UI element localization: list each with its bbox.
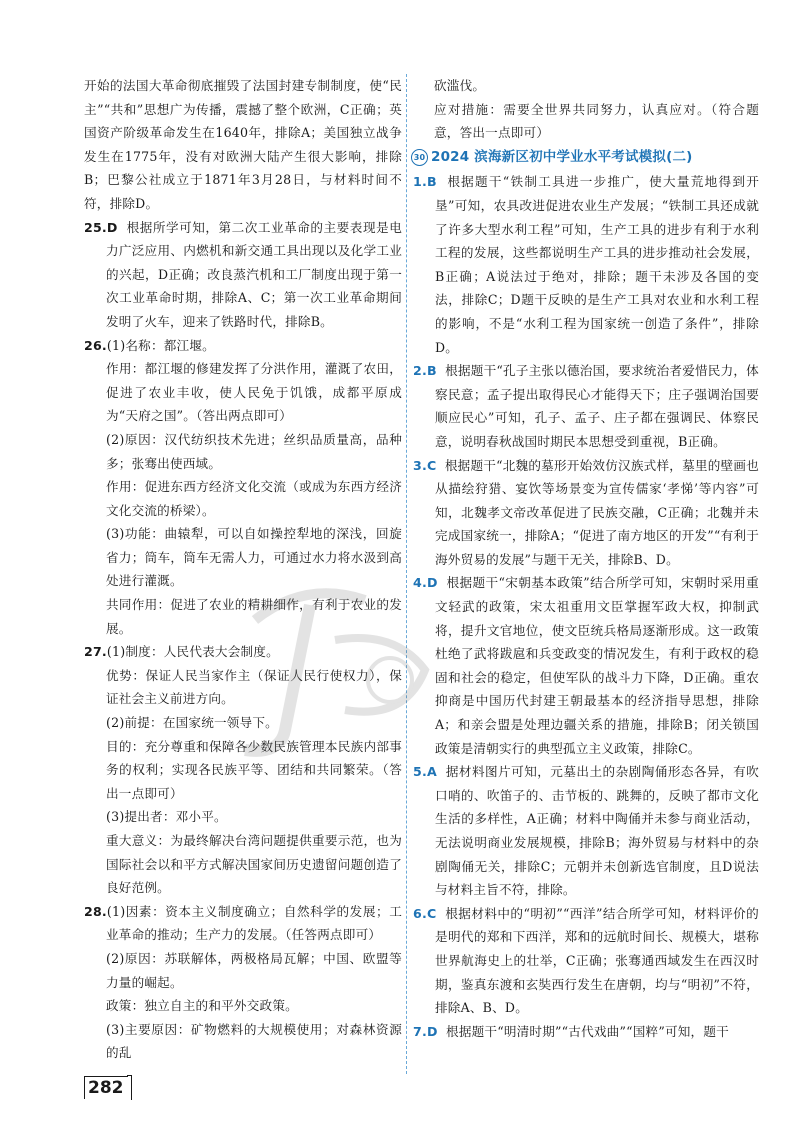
question-number: 26. xyxy=(84,337,107,353)
answer-27 xyxy=(84,640,402,664)
answer-subpart: 政策：独立自主的和平外交政策。 xyxy=(106,998,298,1014)
answer-subpart: (3)主要原因：矿物燃料的大规模使用；对森林资源的乱 xyxy=(106,1021,402,1061)
answer-subpart: 目的：充分尊重和保障各少数民族管理本民族内部事务的权利；实现各民族平等、团结和共同繁荣。（答出一点即可） xyxy=(106,738,402,801)
answer-subpart: 作用：都江堰的修建发挥了分洪作用，灌溉了农田，促进了农业丰收，使人民免于饥饿，成都平原成为“天府之国”。（答出两点即可） xyxy=(106,361,402,424)
question-number: 28. xyxy=(84,903,107,919)
question-number: 3.C xyxy=(413,457,437,473)
answer-subpart: (3)功能：曲辕犁，可以自如操控犁地的深浅，回旋省力；筒车，筒车无需人力，可通过水力将水汲到高处进行灌溉。 xyxy=(106,526,402,589)
answer-text: (1)因素：资本主义制度确立；自然科学的发展；工业革命的推动；生产力的发展。（任答两点即可） xyxy=(106,903,402,943)
answer-text: 根据题干“北魏的墓形开始效仿汉族式样，墓里的壁画也从描绘狩猎、宴饮等场景变为宣传儒家‘孝悌’等内容”可知，北魏孝文帝改革促进了民族交融，C正确；北魏并未完成国家统一，排除A；“促进了南方地区的开发”“有利于海外贸易的发展”与题干无关，排除B、D。 xyxy=(435,457,759,567)
answer-text: 根据题干“孔子主张以德治国，要求统治者爱惜民力，体察民意；孟子提出取得民心才能得天下；庄子强调治国要顺应民心”可知，孔子、孟子、庄子都在强调民、体察民意，说明春秋战国时期民本思想受到重视，B正确。 xyxy=(435,363,759,449)
answer-3 xyxy=(413,454,759,572)
answer-26 xyxy=(84,334,402,358)
question-number: 4.D xyxy=(413,575,438,591)
answer-subpart: 优势：保证人民当家作主（保证人民行使权力），保证社会主义前进方向。 xyxy=(106,667,402,707)
answer-subpart: 共同作用：促进了农业的精耕细作，有利于农业的发展。 xyxy=(106,597,402,636)
answer-25 xyxy=(84,216,402,334)
answer-4 xyxy=(413,571,759,760)
question-number: 7.D xyxy=(413,1023,438,1039)
answer-paragraph: 开始的法国大革命彻底摧毁了法国封建专制制度，使“民主”“共和”思想广为传播，震撼了整个欧洲，C正确；英国资产阶级革命发生在1640年，排除A；美国独立战争发生在1775年，没有对欧洲大陆产生很大影响，排除B；巴黎公社成立于1871年3月28日，与材料时间不符，排除D。 xyxy=(84,78,402,211)
answer-subpart: (2)原因：苏联解体，两极格局瓦解；中国、欧盟等力量的崛起。 xyxy=(106,950,402,990)
right-column xyxy=(413,74,759,1043)
answer-subpart: 砍滥伐。 xyxy=(434,78,486,93)
answer-5 xyxy=(413,760,759,902)
answer-2 xyxy=(413,359,759,453)
answer-subpart: 作用：促进东西方经济文化交流（或成为东西方经济文化交流的桥梁）。 xyxy=(106,479,402,518)
page-number: 282 xyxy=(84,1076,128,1099)
section-title-text: 2024 滨海新区初中学业水平考试模拟(二) xyxy=(431,148,693,165)
answer-text: (1)名称：都江堰。 xyxy=(106,337,215,353)
answer-1 xyxy=(413,170,759,359)
question-number: 27. xyxy=(84,644,107,660)
answer-subpart: (2)原因：汉代纺织技术先进；丝织品质量高，品种多；张骞出使西域。 xyxy=(106,431,402,471)
answer-text: 根据题干“宋朝基本政策”结合所学可知，宋朝时采用重文轻武的政策，宋太祖重用文臣掌握军政大权，抑制武将，提升文官地位，使文臣统兵格局逐渐形成。这一政策杜绝了武将跋扈和兵变政变的情况发生，有利于政权的稳固和社会的稳定，但使军队的战斗力下降，D正确。重农抑商是中国历代封建王朝最基本的经济指导思想，排除A；和亲会盟是处理边疆关系的措施，排除B；闭关锁国政策是清朝实行的典型孤立主义政策，排除C。 xyxy=(435,575,759,756)
answer-text: 根据材料中的“明初”“西洋”结合所学可知，材料评价的是明代的郑和下西洋，郑和的远航时间长、规模大，堪称世界航海史上的壮举，C正确；张骞通西域发生在西汉时期，鉴真东渡和玄奘西行发生在唐朝，均与“明初”不符，排除A、B、D。 xyxy=(435,905,759,1016)
answer-subpart: (3)提出者：邓小平。 xyxy=(106,809,227,825)
answer-subpart: (2)前提：在国家统一领导下。 xyxy=(106,715,278,731)
answer-6 xyxy=(413,902,759,1020)
answer-subpart: 重大意义：为最终解决台湾问题提供重要示范，也为国际社会以和平方式解决国家间历史遗留问题创造了良好范例。 xyxy=(106,833,402,896)
answer-28 xyxy=(84,900,402,947)
answer-text: 根据所学可知，第二次工业革命的主要表现是电力广泛应用、内燃机和新交通工具出现以及化学工业的兴起，D正确；改良蒸汽机和工厂制度出现于第一次工业革命时期，排除A、C；第一次工业革命期间发明了火车，迎来了铁路时代，排除B。 xyxy=(106,219,402,329)
question-number: 6.C xyxy=(413,905,437,921)
answer-text: (1)制度：人民代表大会制度。 xyxy=(106,644,279,660)
answer-7 xyxy=(413,1020,759,1044)
question-number: 25.D xyxy=(84,219,118,235)
column-divider xyxy=(406,74,407,1074)
section-title xyxy=(411,146,759,170)
left-column xyxy=(84,74,402,1065)
answer-text: 根据题干“明清时期”“古代戏曲”“国粹”可知，题干 xyxy=(446,1023,729,1039)
question-number: 2.B xyxy=(413,363,437,379)
question-number: 1.B xyxy=(413,174,437,190)
answer-subpart: 应对措施：需要全世界共同努力，认真应对。（符合题意，答出一点即可） xyxy=(434,101,759,141)
section-number-badge: 30 xyxy=(411,149,428,166)
answer-text: 据材料图片可知，元墓出土的杂剧陶俑形态各异，有吹口哨的、吹笛子的、击节板的、跳舞的，反映了都市文化生活的多样性，A正确；材料中陶俑并未参与商业活动，无法说明商业发展规模，排除B；海外贸易与材料中的杂剧陶俑无关，排除C；元朝并未创新选官制度，且D说法与材料主旨不符，排除。 xyxy=(435,764,759,898)
question-number: 5.A xyxy=(413,764,437,780)
answer-text: 根据题干“铁制工具进一步推广，使大量荒地得到开垦”可知，农具改进促进农业生产发展；“铁制工具还成就了许多大型水利工程”可知，生产工具的进步有利于水利工程的发展，这些都说明生产工具的进步推动社会发展，B正确；A说法过于绝对，排除；题干未涉及各国的变法，排除C；D题干反映的是生产工具对农业和水利工程的影响，不是“水利工程为国家统一创造了条件”，排除D。 xyxy=(435,174,759,355)
